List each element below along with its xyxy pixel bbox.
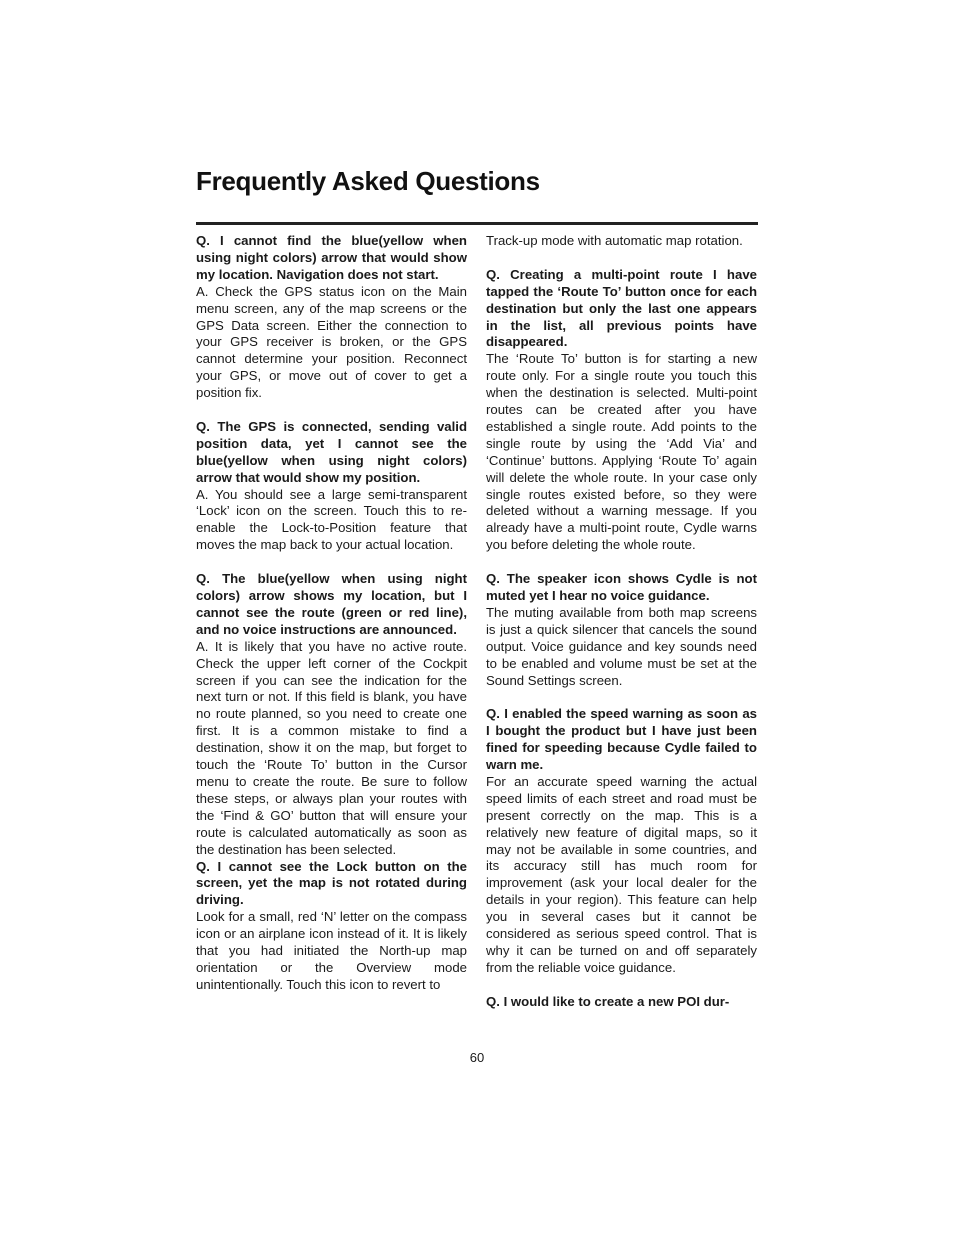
page-number: 60 (469, 1050, 485, 1065)
faq-question: Q. I enabled the speed warning as soon as I bought the product but I have just been fined for speeding because Cydle failed to warn me. (486, 706, 757, 773)
title-divider (196, 222, 758, 225)
faq-answer: For an accurate speed warning the actual speed limits of each street and road must be present correctly on the map. This is a relatively new feature of digital maps, so it may not be available in some countries, and its accuracy still has much room for improvement (ask your local dealer for the details in your region). This feature can help you in several cases but it cannot be considered as serious speed control. That is why it can be turned on and off separately from the reliable voice guidance. (486, 773, 757, 975)
faq-column-left (196, 233, 467, 994)
faq-answer: The ‘Route To’ button is for starting a new route only. For a single route you touch this when the destination is selected. Multi-point routes can be created after you have established a single route. Add points to the single route by using the ‘Add Via’ and ‘Continue’ buttons. Applying ‘Route To’ again will delete the whole route. In your case only single routes existed before, so they were deleted without a warning message. If you already have a multi-point route, Cydle warns you before deleting the whole route. (486, 351, 757, 553)
faq-question: Q. The speaker icon shows Cydle is not muted yet I hear no voice guidance. (486, 571, 757, 603)
faq-question: Q. I would like to create a new POI dur- (486, 993, 730, 1009)
faq-question: Q. Creating a multi-point route I have tapped the ‘Route To’ button once for each destination but only the last one appears in the list, all previous points have disappeared. (486, 266, 757, 350)
faq-answer: A. Check the GPS status icon on the Main menu screen, any of the map screens or the GPS Data screen. Either the connection to your GPS receiver is broken, or the GPS cannot determine your position. Reconnect your GPS, or move out of cover to get a position fix. (196, 283, 467, 401)
page-title: Frequently Asked Questions (196, 166, 540, 196)
faq-question: Q. I cannot find the blue(yellow when using night colors) arrow that would show my location. Navigation does not start. (196, 233, 467, 282)
faq-answer: A. You should see a large semi-transparent ‘Lock’ icon on the screen. Touch this to re-enable the Lock-to-Position feature that moves the map back to your actual location. (196, 486, 467, 553)
faq-answer: The muting available from both map screens is just a quick silencer that cancels the sound output. Voice guidance and key sounds need to be enabled and volume must be set at the Sound Settings screen. (486, 604, 757, 688)
faq-answer: Look for a small, red ‘N’ letter on the compass icon or an airplane icon instead of it. It is likely that you had initiated the North-up map orientation or the Overview mode unintentionally. Touch this icon to revert to (196, 909, 467, 992)
faq-answer-continued: Track-up mode with automatic map rotation. (486, 233, 743, 248)
faq-question: Q. I cannot see the Lock button on the screen, yet the map is not rotated during driving. (196, 858, 467, 908)
faq-question: Q. The GPS is connected, sending valid position data, yet I cannot see the blue(yellow when using night colors) arrow that would show my position. (196, 418, 467, 485)
faq-column-right (486, 233, 757, 1011)
faq-answer: A. It is likely that you have no active route. Check the upper left corner of the Cockpit screen if you can see the indication for the next turn or not. If this field is blank, you have no route planned, so you need to create one first. It is a common mistake to find a destination, show it on the map, but forget to touch the ‘Route To’ button in the Cursor menu to create the route. Be sure to follow these steps, or always plan your routes with the ‘Find & GO’ button that will ensure your route is calculated automatically as soon as the destination has been selected. (196, 638, 467, 857)
faq-question: Q. The blue(yellow when using night colors) arrow shows my location, but I cannot see the route (green or red line), and no voice instructions are announced. (196, 571, 467, 637)
